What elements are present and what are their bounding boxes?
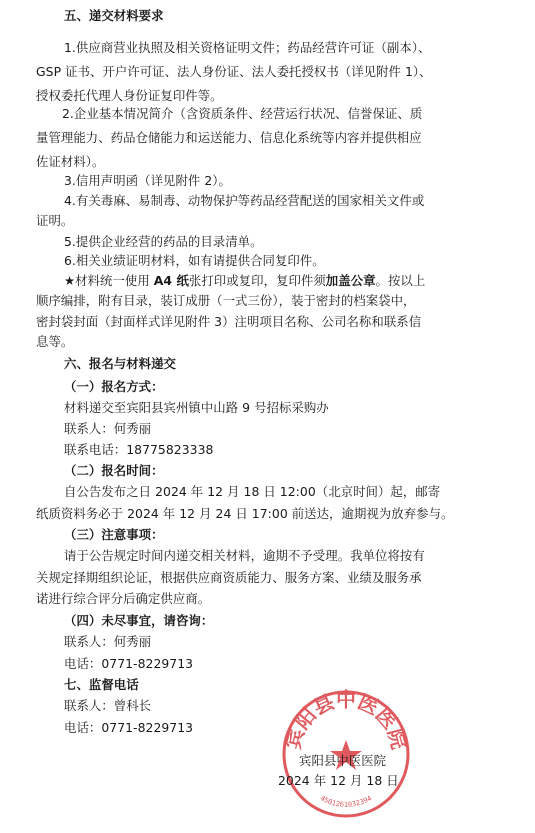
item1-line3: 授权委托代理人身份证复印件等。 bbox=[36, 88, 223, 103]
sub1-heading: （一）报名方式： bbox=[64, 379, 164, 394]
item6: 6.相关业绩证明材料，如有请提供合同复印件。 bbox=[64, 253, 325, 268]
sub1-phone: 联系电话：18775823338 bbox=[64, 442, 214, 457]
sub2-heading: （二）报名时间： bbox=[64, 463, 164, 478]
section7-contact: 联系人：曾科长 bbox=[64, 698, 152, 713]
sub4-heading: （四）未尽事宜，请咨询： bbox=[64, 613, 214, 628]
sub4-contact: 联系人：何秀丽 bbox=[64, 634, 152, 649]
note-bold-a4: A4 纸 bbox=[153, 273, 189, 288]
signature-org: 宾阳县中医医院 bbox=[299, 753, 387, 768]
sub4-phone: 电话：0771-8229713 bbox=[64, 656, 194, 671]
note-line3: 密封袋封面（封面样式详见附件 3）注明项目名称、公司名称和联系信 bbox=[36, 314, 422, 329]
item2-line1: 2.企业基本情况简介（含资质条件、经营运行状况、信誉保证、质 bbox=[62, 106, 423, 121]
item4-line2: 证明。 bbox=[36, 213, 74, 228]
sub2-line2: 纸质资料务必于 2024 年 12 月 24 日 17:00 前送达，逾期视为放弃参与。 bbox=[36, 506, 454, 521]
item5: 5.提供企业经营的药品的目录清单。 bbox=[64, 234, 263, 249]
sub3-line2: 关规定择期组织论证，根据供应商资质能力、服务方案、业绩及服务承 bbox=[36, 570, 422, 585]
item3: 3.信用声明函（详见附件 2）。 bbox=[64, 173, 231, 188]
section7-phone: 电话：0771-8229713 bbox=[64, 720, 194, 735]
note-text-mid: 张打印或复印，复印件须 bbox=[188, 273, 326, 288]
item2-line3: 佐证材料）。 bbox=[36, 154, 105, 169]
item1-line1: 1.供应商营业执照及相关资格证明文件；药品经营许可证（副本）、 bbox=[64, 40, 431, 55]
note-line1 bbox=[64, 272, 425, 290]
item2-line2: 量管理能力、药品仓储能力和运送能力、信息化系统等内容并提供相应 bbox=[36, 130, 422, 145]
item1-line2: GSP 证书、开户许可证、法人身份证、法人委托授权书（详见附件 1）、 bbox=[36, 64, 432, 79]
note-line2: 顺序编排，附有目录，装订成册（一式三份），装于密封的档案袋中， bbox=[36, 293, 416, 308]
sub3-line3: 诺进行综合评分后确定供应商。 bbox=[36, 591, 211, 606]
signature-date: 2024 年 12 月 18 日 bbox=[278, 773, 399, 788]
section6-heading: 六、报名与材料递交 bbox=[64, 356, 176, 371]
sub1-contact: 联系人：何秀丽 bbox=[64, 421, 152, 436]
note-text-pre: ★材料统一使用 bbox=[64, 273, 154, 288]
seal-number: 4501261032394 bbox=[318, 794, 374, 809]
note-line4: 息等。 bbox=[36, 334, 74, 349]
section7-heading: 七、监督电话 bbox=[64, 677, 139, 692]
note-text-post: 。按以上 bbox=[375, 273, 426, 288]
item4-line1: 4.有关毒麻、易制毒、动物保护等药品经营配送的国家相关文件或 bbox=[64, 193, 425, 208]
sub3-heading: （三）注意事项： bbox=[64, 527, 164, 542]
note-bold-seal: 加盖公章 bbox=[325, 273, 376, 288]
sub1-address: 材料递交至宾阳县宾州镇中山路 9 号招标采购办 bbox=[64, 400, 329, 415]
section5-heading: 五、递交材料要求 bbox=[64, 8, 164, 23]
sub2-line1: 自公告发布之日 2024 年 12 月 18 日 12:00（北京时间）起，邮寄 bbox=[64, 484, 441, 499]
sub3-line1: 请于公告规定时间内递交相关材料，逾期不予受理。我单位将按有 bbox=[64, 548, 425, 563]
seal-text: 宾阳县中医医院 bbox=[280, 688, 412, 752]
